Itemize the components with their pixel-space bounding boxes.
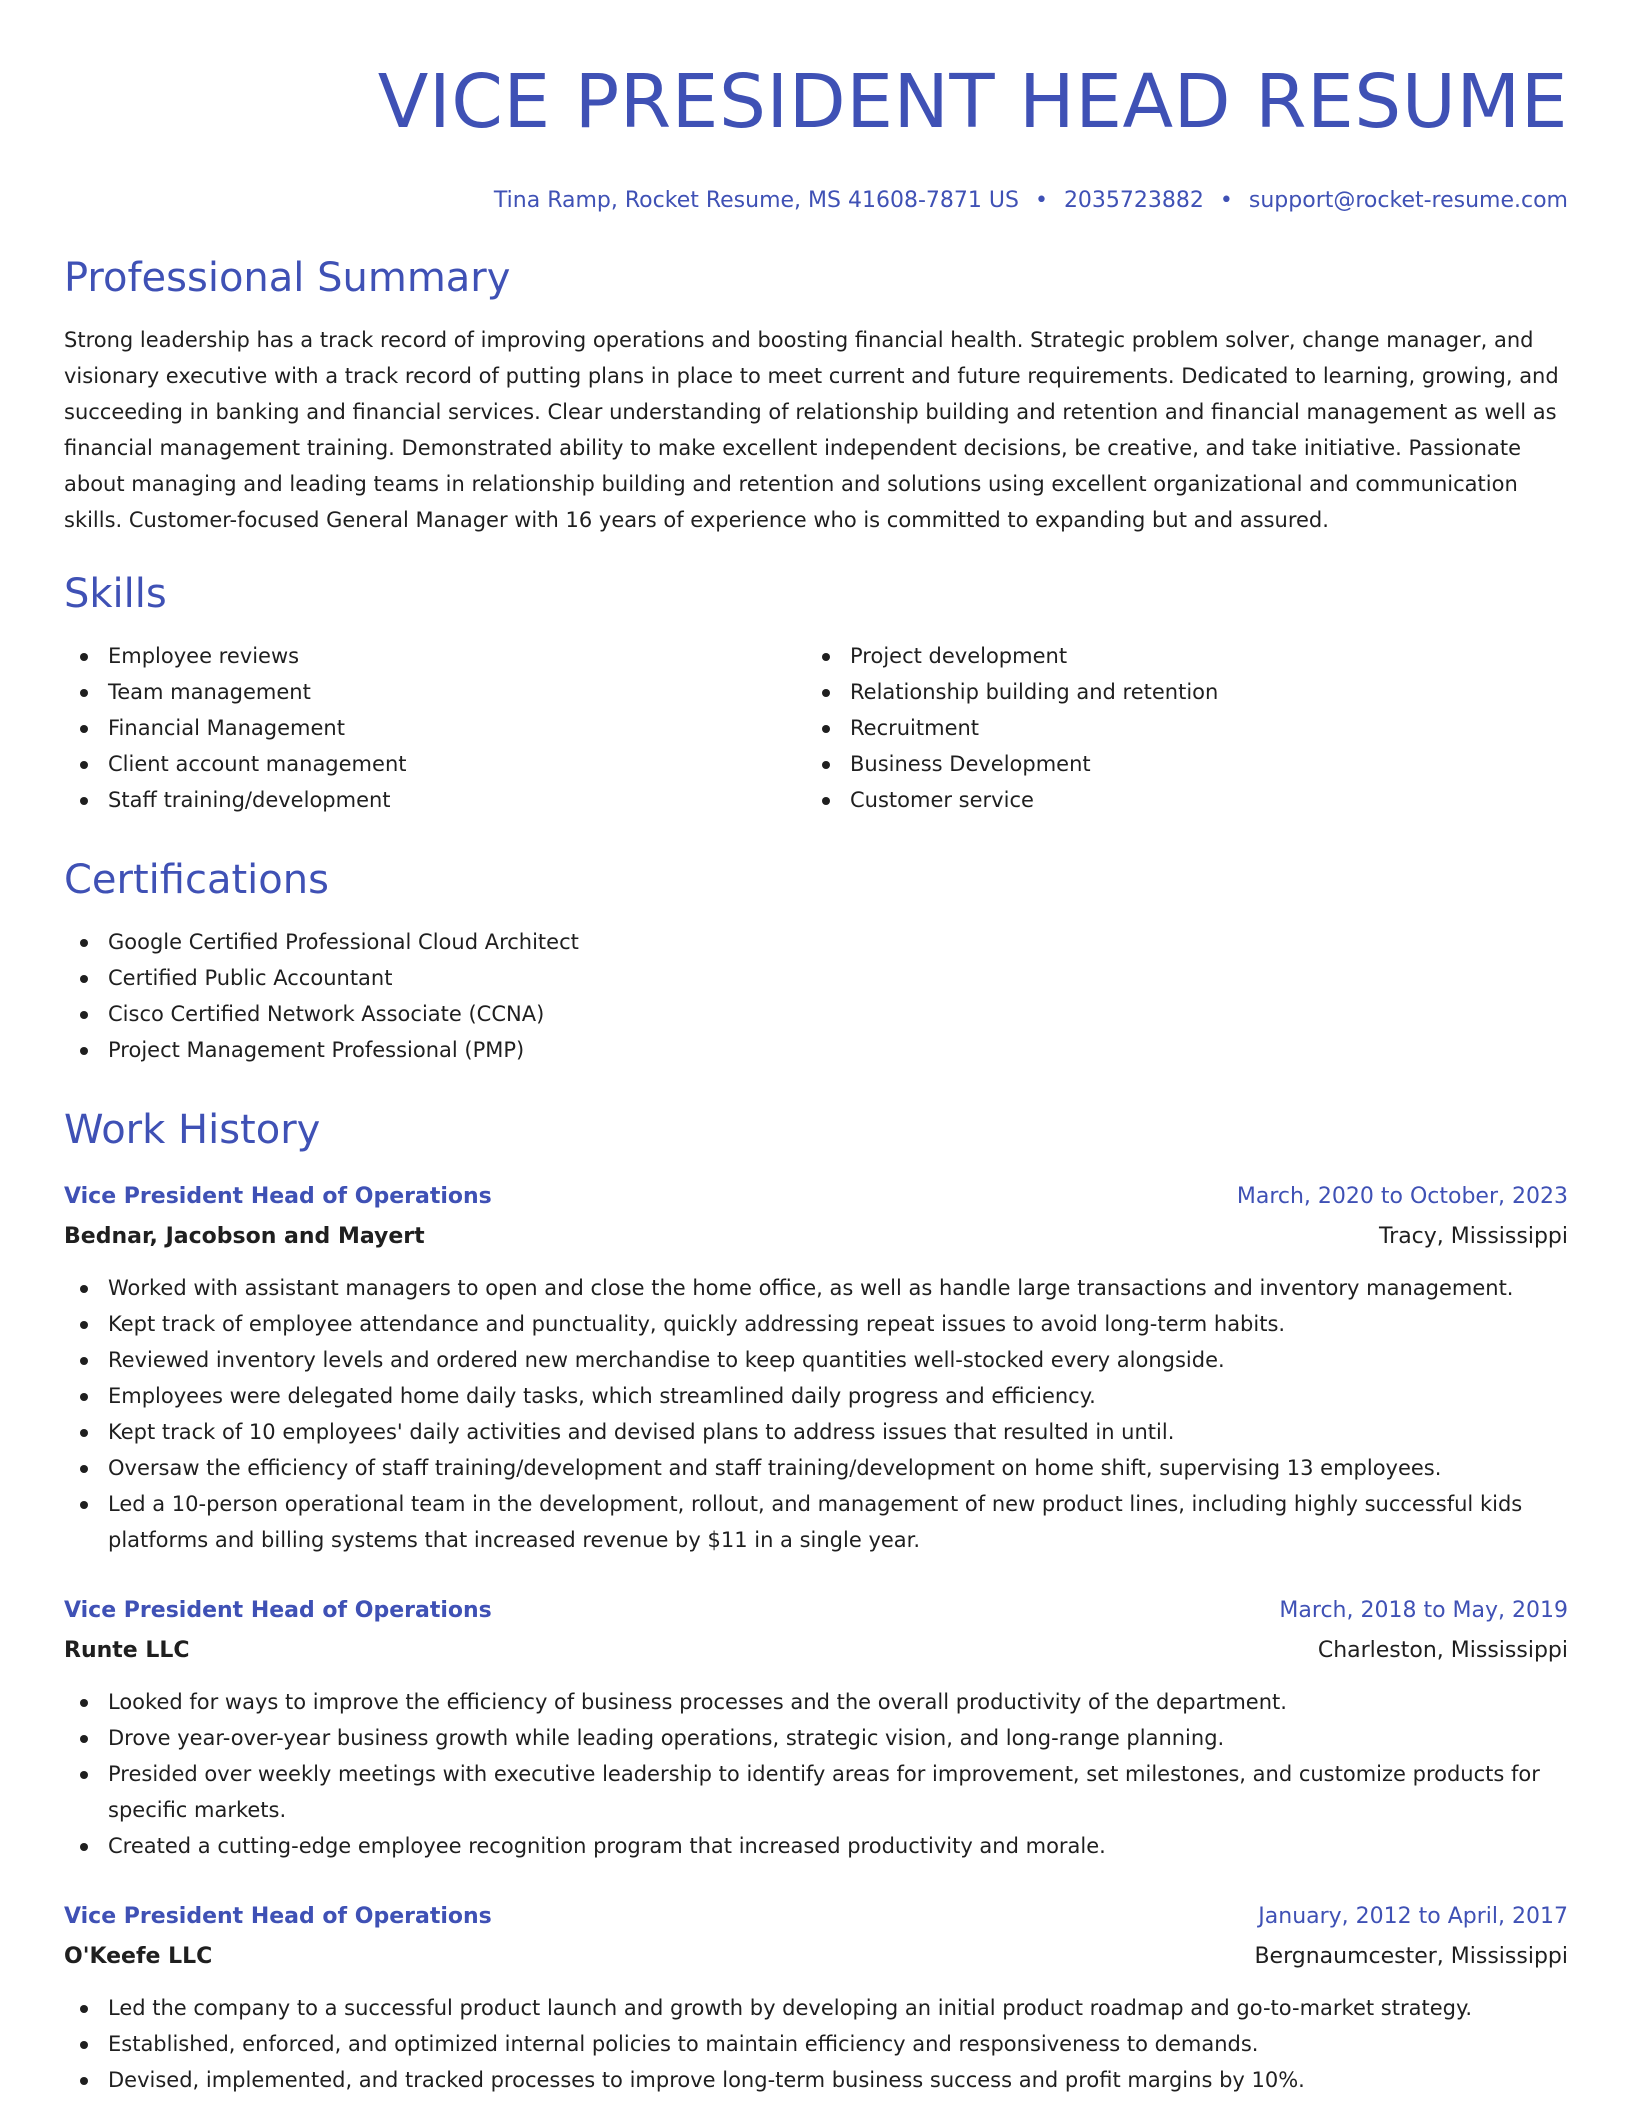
job-bullet: Kept track of 10 employees' daily activities and devised plans to address issues that resulted in until.: [64, 1414, 1568, 1450]
job-bullet-list: [64, 1270, 1568, 1558]
job-bullet: Established, enforced, and optimized internal policies to maintain efficiency and responsiveness to demands.: [64, 2026, 1568, 2062]
job-bullet-list: [64, 1684, 1568, 1864]
job-entry: [64, 1181, 1568, 1558]
work-history-heading: Work History: [64, 1107, 321, 1153]
summary-heading: Professional Summary: [64, 255, 511, 301]
skill-item: Client account management: [64, 746, 806, 782]
job-header-row: [64, 1181, 1568, 1213]
resume-title: VICE PRESIDENT HEAD RESUME: [377, 59, 1568, 145]
job-dates: January, 2012 to April, 2017: [1258, 1904, 1568, 1929]
job-company-row: [64, 1213, 1568, 1253]
job-dates: March, 2020 to October, 2023: [1236, 1184, 1568, 1209]
job-company-row: [64, 1933, 1568, 1973]
job-title: Vice President Head of Operations: [64, 1598, 492, 1623]
contact-phone: 2035723882: [1063, 188, 1204, 213]
job-entry: [64, 1595, 1568, 1864]
job-company: Bednar, Jacobson and Mayert: [64, 1224, 425, 1249]
job-bullet: Kept track of employee attendance and punctuality, quickly addressing repeat issues to avoid long-term habits.: [64, 1306, 1568, 1342]
job-entry: [64, 1901, 1568, 2098]
job-bullet-list: [64, 1990, 1568, 2098]
skills-heading: Skills: [64, 571, 167, 617]
job-bullet: Reviewed inventory levels and ordered new merchandise to keep quantities well-stocked every alongside.: [64, 1342, 1568, 1378]
certification-item: Certified Public Accountant: [64, 960, 1568, 996]
skill-item: Financial Management: [64, 710, 806, 746]
job-bullet: Oversaw the efficiency of staff training/development and staff training/development on home shift, supervising 13 employees.: [64, 1450, 1568, 1486]
job-title: Vice President Head of Operations: [64, 1904, 492, 1929]
certifications-list: [64, 924, 1568, 1068]
skill-item: Customer service: [806, 782, 1548, 818]
certifications-heading: Certifications: [64, 857, 329, 903]
job-location: Tracy, Mississippi: [1378, 1224, 1568, 1249]
job-title: Vice President Head of Operations: [64, 1184, 492, 1209]
job-bullet: Led a 10-person operational team in the development, rollout, and management of new product lines, including highly successful kids platforms and billing systems that increased revenue by $11 in a single year.: [64, 1486, 1568, 1558]
skill-item: Team management: [64, 674, 806, 710]
resume-page: [64, 0, 1568, 2098]
contact-separator: •: [1034, 188, 1048, 213]
summary-text: Strong leadership has a track record of improving operations and boosting financial health. Strategic problem solver, change manager, and visionary executive with a track record of putting plans in place to meet current and future requirements. Dedicated to learning, growing, and succeeding in banking and financial services. Clear understanding of relationship building and retention and financial management as well as financial management training. Demonstrated ability to make excellent independent decisions, be creative, and take initiative. Passionate about managing and leading teams in relationship building and retention and solutions using excellent organizational and communication skills. Customer-focused General Manager with 16 years of experience who is committed to expanding but and assured.: [64, 328, 1559, 532]
job-bullet: Looked for ways to improve the efficiency of business processes and the overall productivity of the department.: [64, 1684, 1568, 1720]
contact-email[interactable]: support@rocket-resume.com: [1248, 188, 1568, 213]
skills-left-list: [64, 638, 806, 818]
certification-item: Project Management Professional (PMP): [64, 1032, 1568, 1068]
certification-item: Google Certified Professional Cloud Architect: [64, 924, 1568, 960]
job-company-row: [64, 1627, 1568, 1667]
job-bullet: Led the company to a successful product launch and growth by developing an initial product roadmap and go-to-market strategy.: [64, 1990, 1568, 2026]
job-bullet: Drove year-over-year business growth while leading operations, strategic vision, and long-range planning.: [64, 1720, 1568, 1756]
job-bullet: Employees were delegated home daily tasks, which streamlined daily progress and efficiency.: [64, 1378, 1568, 1414]
job-header-row: [64, 1901, 1568, 1933]
skills-right-list: [806, 638, 1548, 818]
job-company: Runte LLC: [64, 1638, 190, 1663]
job-company: O'Keefe LLC: [64, 1944, 213, 1969]
job-bullet: Presided over weekly meetings with executive leadership to identify areas for improvement, set milestones, and customize products for specific markets.: [64, 1756, 1568, 1828]
job-bullet: Created a cutting-edge employee recognition program that increased productivity and morale.: [64, 1828, 1568, 1864]
job-header-row: [64, 1595, 1568, 1627]
certification-item: Cisco Certified Network Associate (CCNA): [64, 996, 1568, 1032]
job-location: Charleston, Mississippi: [1317, 1638, 1568, 1663]
skill-item: Recruitment: [806, 710, 1548, 746]
skill-item: Relationship building and retention: [806, 674, 1548, 710]
contact-address: Tina Ramp, Rocket Resume, MS 41608-7871 US: [493, 188, 1019, 213]
job-dates: March, 2018 to May, 2019: [1279, 1598, 1568, 1623]
contact-separator: •: [1219, 188, 1233, 213]
job-bullet: Devised, implemented, and tracked processes to improve long-term business success and profit margins by 10%.: [64, 2062, 1568, 2098]
skill-item: Business Development: [806, 746, 1548, 782]
contact-line: [64, 187, 1568, 215]
skill-item: Employee reviews: [64, 638, 806, 674]
job-location: Bergnaumcester, Mississippi: [1254, 1944, 1568, 1969]
job-bullet: Worked with assistant managers to open and close the home office, as well as handle large transactions and inventory management.: [64, 1270, 1568, 1306]
skills-columns: [64, 638, 1568, 818]
skill-item: Staff training/development: [64, 782, 806, 818]
skill-item: Project development: [806, 638, 1548, 674]
